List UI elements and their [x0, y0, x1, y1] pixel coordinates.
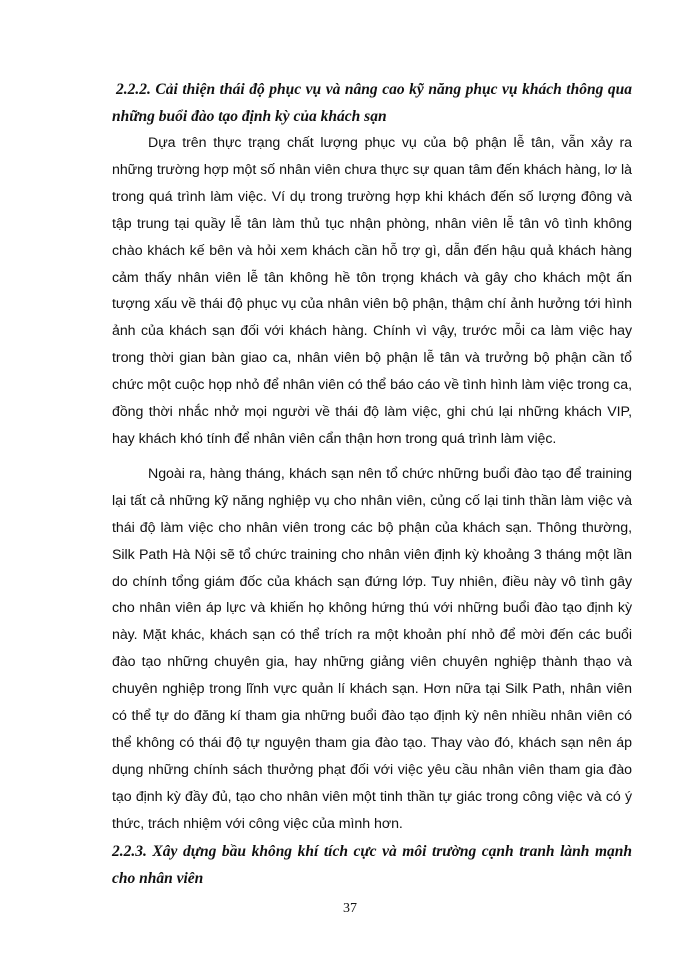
- section-heading-2-2-2: 2.2.2. Cải thiện thái độ phục vụ và nâng cao kỹ năng phục vụ khách thông qua những buổi đào tạo định kỳ của khách sạn: [112, 81, 632, 125]
- body-paragraph-2: Ngoài ra, hàng tháng, khách sạn nên tổ chức những buổi đào tạo để training lại tất cả những kỹ năng nghiệp vụ cho nhân viên, củng cố lại tinh thần làm việc và thái độ làm việc cho nhân viên trong các bộ phận của khách sạn. Thông thường, Silk Path Hà Nội sẽ tổ chức training cho nhân viên định kỳ khoảng 3 tháng một lần do chính tổng giám đốc của khách sạn đứng lớp. Tuy nhiên, điều này vô tình gây cho nhân viên áp lực và khiến họ không hứng thú với những buổi đào tạo định kỳ này. Mặt khác, khách sạn có thể trích ra một khoản phí nhỏ để mời đến các buổi đào tạo những chuyên gia, hay những giảng viên chuyên nghiệp thành thạo và chuyên nghiệp trong lĩnh vực quản lí khách sạn. Hơn nữa tại Silk Path, nhân viên có thể tự do đăng kí tham gia những buổi đào tạo định kỳ nên nhiều nhân viên có thể không có thái độ tự nguyện tham gia đào tạo. Thay vào đó, khách sạn nên áp dụng những chính sách thưởng phạt đối với việc yêu cầu nhân viên tham gia đào tạo định kỳ đầy đủ, tạo cho nhân viên một tinh thần tự giác trong công việc và có ý thức, trách nhiệm với công việc của mình hơn.: [112, 465, 632, 832]
- document-page: [112, 76, 632, 892]
- body-paragraph-1: Dựa trên thực trạng chất lượng phục vụ của bộ phận lễ tân, vẫn xảy ra những trường hợp một số nhân viên chưa thực sự quan tâm đến khách hàng, lơ là trong quá trình làm việc. Ví dụ trong trường hợp khi khách đến số lượng đông và tập trung tại quầy lễ tân làm thủ tục nhận phòng, nhân viên lễ tân vô tình không chào khách kế bên và hỏi xem khách cần hỗ trợ gì, dẫn đến hậu quả khách hàng cảm thấy nhân viên lễ tân không hề tôn trọng khách và gây cho khách một ấn tượng xấu về thái độ phục vụ của nhân viên bộ phận, thậm chí ảnh hưởng tới hình ảnh của khách sạn đối với khách hàng. Chính vì vậy, trước mỗi ca làm việc hay trong thời gian bàn giao ca, nhân viên bộ phận lễ tân và trưởng bộ phận cần tổ chức một cuộc họp nhỏ để nhân viên có thể báo cáo về tình hình làm việc trong ca, đồng thời nhắc nhở mọi người về thái độ làm việc, ghi chú lại những khách VIP, hay khách khó tính để nhân viên cẩn thận hơn trong quá trình làm việc.: [112, 135, 632, 447]
- section-heading-2-2-3: 2.2.3. Xây dựng bầu không khí tích cực và môi trường cạnh tranh lành mạnh cho nhân viên: [112, 842, 632, 887]
- page-number: 37: [343, 901, 357, 916]
